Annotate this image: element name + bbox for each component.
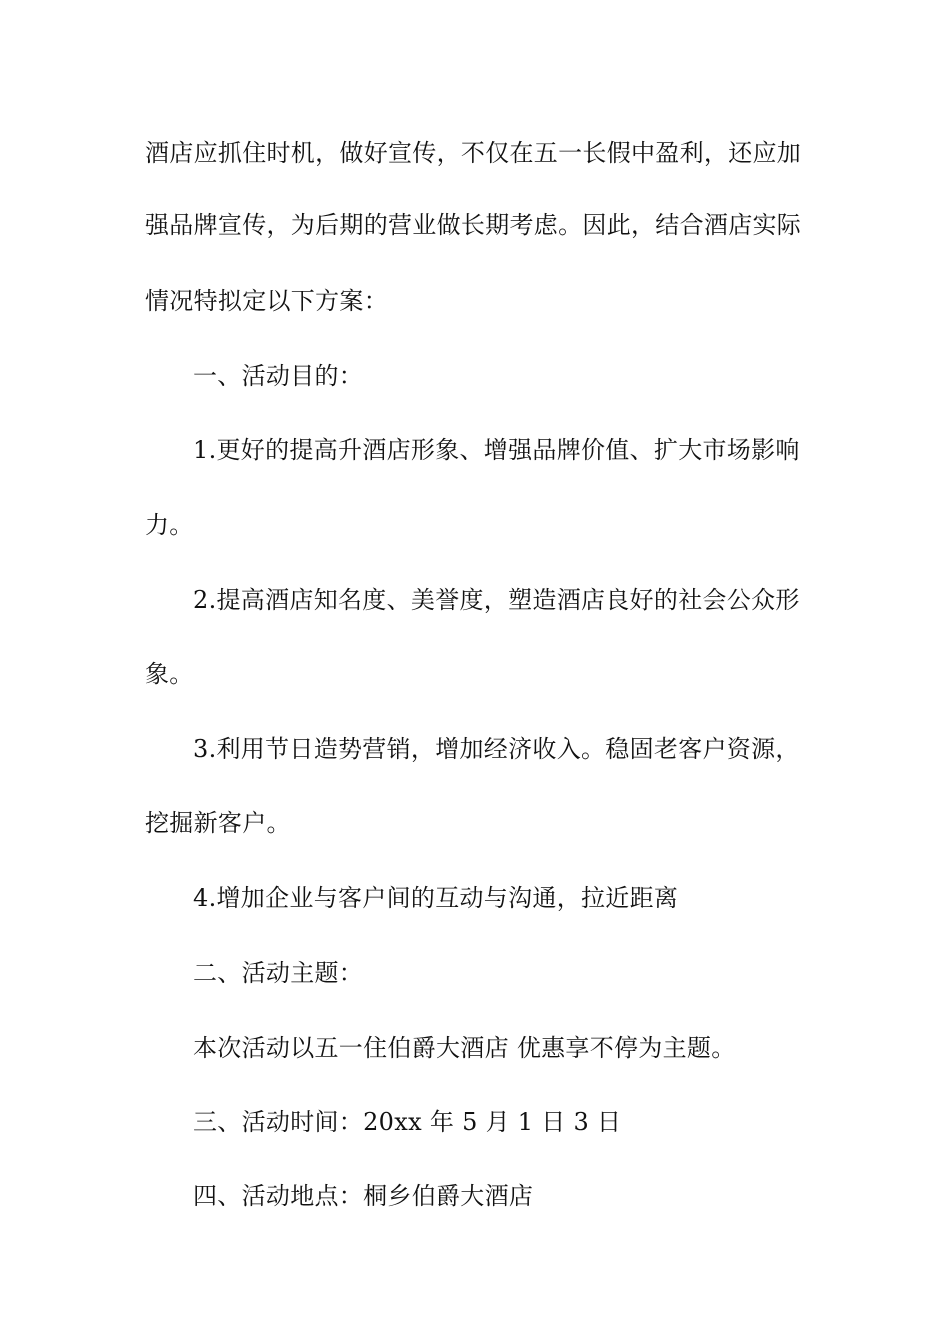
paragraph-intro-line-3: 情况特拟定以下方案： [145,287,388,315]
section-heading-theme: 二、活动主题： [193,959,364,987]
section-heading-time: 三、活动时间：20xx 年 5 月 1 日 3 日 [193,1108,622,1136]
theme-text: 本次活动以五一住伯爵大酒店 优惠享不停为主题。 [193,1034,736,1062]
purpose-item-2-line-2: 象。 [145,660,194,688]
paragraph-intro-line-2: 强品牌宣传，为后期的营业做长期考虑。因此，结合酒店实际 [145,211,802,239]
paragraph-intro-line-1: 酒店应抓住时机，做好宣传，不仅在五一长假中盈利，还应加 [145,139,802,167]
purpose-item-2-line-1: 2.提高酒店知名度、美誉度，塑造酒店良好的社会公众形 [193,586,800,614]
purpose-item-4: 4.增加企业与客户间的互动与沟通，拉近距离 [193,884,679,912]
purpose-item-3-line-1: 3.利用节日造势营销，增加经济收入。稳固老客户资源， [193,735,800,763]
section-heading-location: 四、活动地点：桐乡伯爵大酒店 [193,1182,534,1210]
purpose-item-1-line-2: 力。 [145,511,194,539]
purpose-item-3-line-2: 挖掘新客户。 [145,809,291,837]
section-heading-purpose: 一、活动目的： [193,362,364,390]
purpose-item-1-line-1: 1.更好的提高升酒店形象、增强品牌价值、扩大市场影响 [193,436,800,464]
